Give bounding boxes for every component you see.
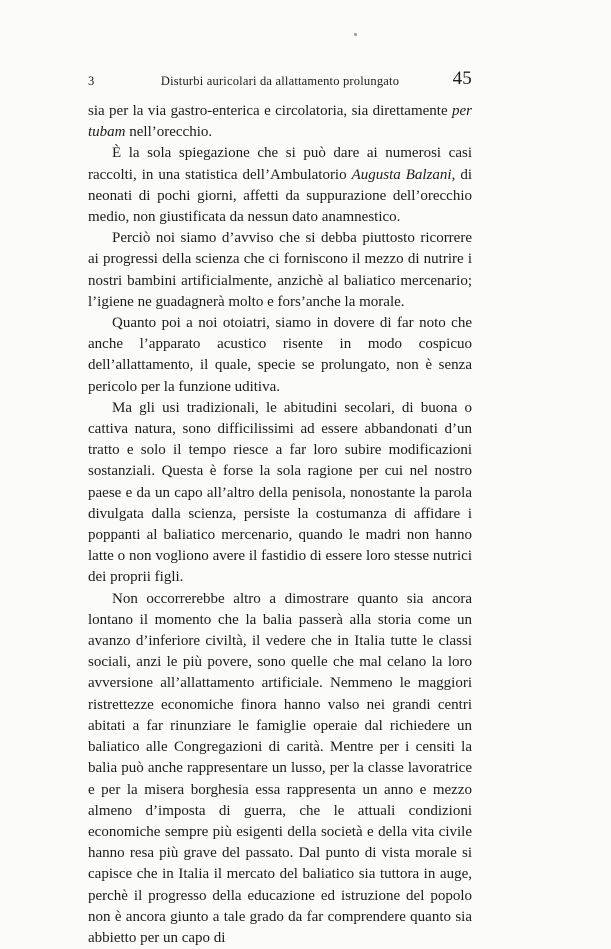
paragraph	[88, 228, 472, 313]
text-segment: sia per la via gastro-enterica e circolatoria, sia direttamente	[88, 103, 452, 119]
text-segment: Perciò noi siamo d’avviso che si debba piuttosto ricorrere ai progressi della scienza che ci forniscono il mezzo di nutrire i nostri bambini artificialmente, anzichè al baliatico mercenario; l’igiene ne guadagnerà molto e fors’anche la morale.	[88, 230, 472, 310]
text-segment: Ma gli usi tradizionali, le abitudini secolari, di buona o cattiva natura, sono difficilissimi ad essere abbandonati d’un tratto e solo il tempo riesce a far loro subire modificazioni sostanziali. Questa è forse la sola ragione per cui nel nostro paese e da un capo all’altro della penisola, nonostante la parola divulgata dalla scienza, persiste la costumanza di affidare i poppanti al baliatico mercenario, quando le madri non hanno latte o non vogliono avere il fastidio di essere loro stesse nutrici dei proprii figli.	[88, 399, 472, 586]
body-text	[88, 101, 472, 949]
text-segment: Quanto poi a noi otoiatri, siamo in dovere di far noto che anche l’apparato acustico risente in modo cospicuo dell’allattamento, il quale, specie se prolungato, non è senza pericolo per la funzione uditiva.	[88, 315, 472, 395]
scan-speck	[354, 33, 357, 36]
text-segment: nell’orecchio.	[125, 124, 213, 141]
paragraph	[88, 398, 472, 589]
paragraph	[88, 143, 472, 228]
paragraph	[88, 313, 472, 398]
running-title: Disturbi auricolari da allattamento prolungato	[160, 74, 400, 88]
text-segment: Non occorrerebbe altro a dimostrare quanto sia ancora lontano il momento che la balia passerà alla storia come un avanzo d’inferiore civiltà, il vedere che in Italia tutte le classi sociali, anzi le più povere, sono quelle che mal celano la loro avversione all’allattamento artificiale. Nemmeno le maggiori ristrettezze economiche finora hanno valso nei grandi centri abitati a far rinunziare le famiglie operaie dal richiedere un baliatico alle Congregazioni di carità. Mentre per i censiti la balia può anche rappresentare un lusso, per la classe lavoratrice e per la misera borghesia essa rappresenta un anno e mezzo almeno d’imposta di guerra, che le attuali condizioni economiche sempre più esigenti della società e della vita civile hanno resa più grave del passato. Dal punto di vista morale si capisce che in Italia il mercato del baliatico sia tuttora in auge, perchè il progresso della educazione ed istruzione del popolo non è ancora giunto a tale grado da far comprendere quanto sia abbietto per un capo di	[88, 590, 472, 946]
paragraph	[88, 101, 472, 143]
text-segment-italic: Augusta Balzani	[351, 166, 452, 183]
paragraph	[88, 589, 472, 949]
text-segment: È la sola spiegazione che si può dare ai numerosi casi raccolti, in una statistica dell’Ambulatorio	[88, 145, 472, 183]
text-segment-italic: per tubam	[88, 103, 472, 141]
header-left-mark: 3	[88, 74, 95, 88]
text-segment: , di neonati di pochi giorni, affetti da suppurazione dell’orecchio medio, non giustificata da nessun dato anamnestico.	[88, 166, 472, 226]
running-header	[88, 68, 472, 92]
page-number: 45	[452, 68, 472, 89]
